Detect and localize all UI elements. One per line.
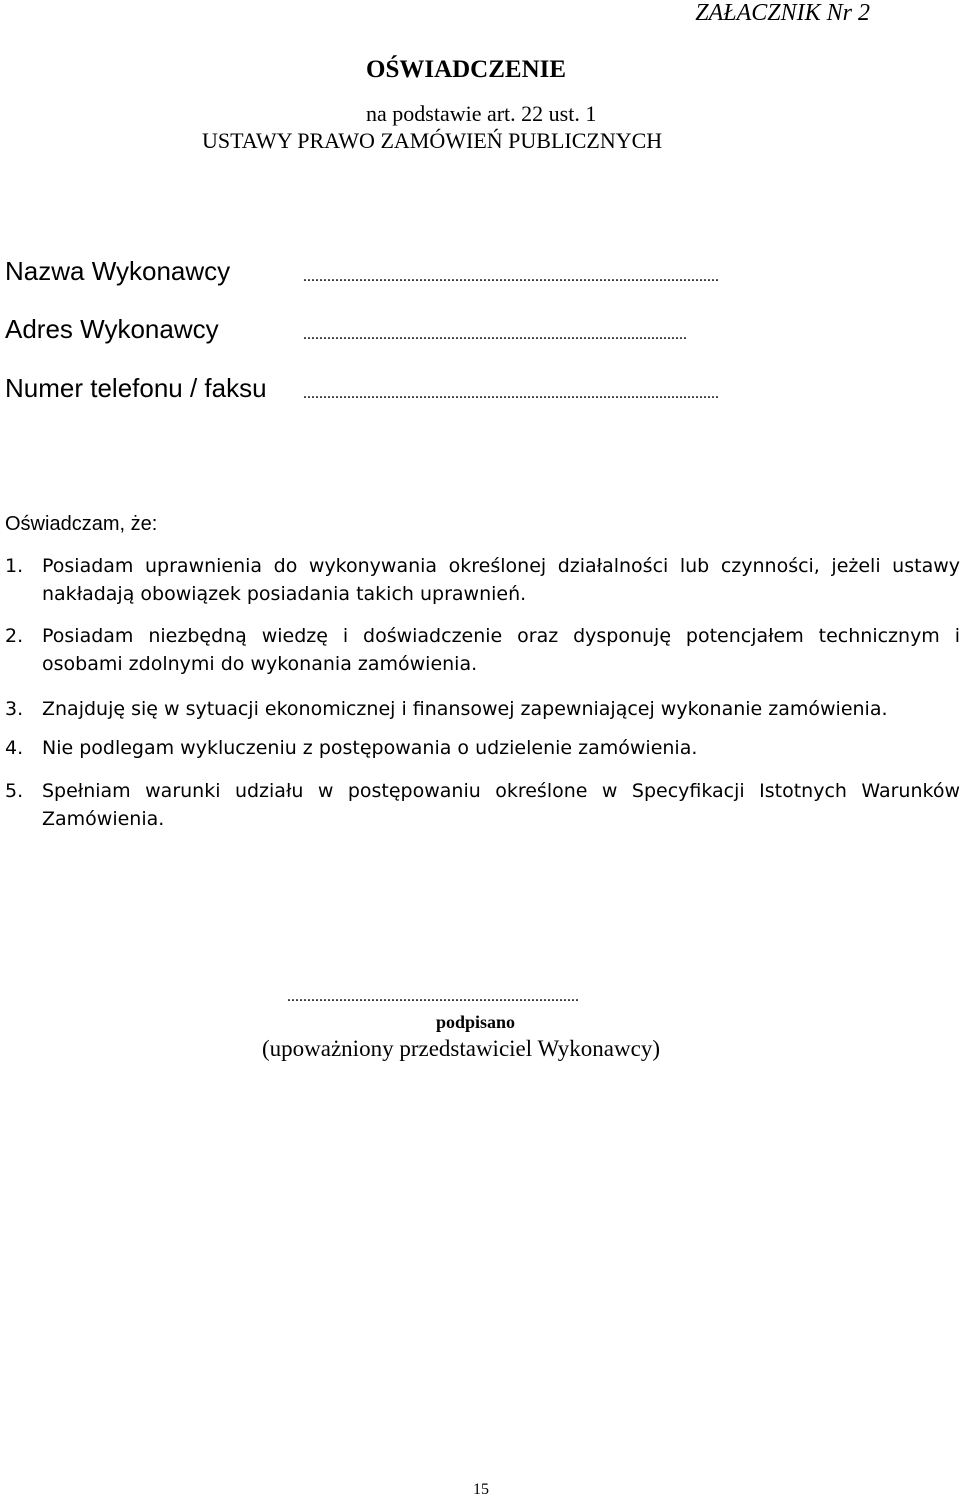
declaration-item-number: 5. [5, 780, 24, 802]
declaration-item [5, 777, 960, 833]
declaration-item [5, 622, 960, 678]
contractor-phone-fax-field[interactable]: ........................................................................................................ [303, 385, 719, 402]
declaration-item [5, 734, 960, 762]
contractor-name-field[interactable]: ........................................................................................................ [303, 268, 719, 285]
contractor-address-field[interactable]: ................................................................................................ [303, 326, 687, 343]
declaration-item-number: 3. [5, 698, 24, 720]
signature-line[interactable]: ......................................................................... [287, 988, 579, 1005]
declaration-item-text: Nie podlegam wykluczeniu z postępowania o udzielenie zamówienia. [42, 737, 698, 759]
declaration-item-number: 1. [5, 555, 24, 577]
declaration-item-text: Znajduję się w sytuacji ekonomicznej i finansowej zapewniającej wykonanie zamówienia. [42, 698, 888, 720]
declaration-item-number: 2. [5, 625, 24, 647]
declaration-item-text: Posiadam niezbędną wiedzę i doświadczenie oraz dysponuję potencjałem technicznym i osobami zdolnymi do wykonania zamówienia. [42, 625, 960, 675]
declaration-item [5, 552, 960, 608]
declaration-item-text: Posiadam uprawnienia do wykonywania określonej działalności lub czynności, jeżeli ustawy nakładają obowiązek posiadania takich uprawnień. [42, 555, 960, 605]
attachment-label: ZAŁACZNIK Nr 2 [695, 0, 870, 26]
contractor-address-label: Adres Wykonawcy [5, 314, 219, 344]
signature-label: podpisano [436, 1012, 516, 1032]
declaration-item [5, 695, 960, 723]
declaration-intro: Oświadczam, że: [5, 513, 158, 535]
page-number: 15 [473, 1481, 489, 1498]
declaration-item-number: 4. [5, 737, 24, 759]
contractor-phone-fax-label: Numer telefonu / faksu [5, 373, 267, 403]
signature-caption: (upoważniony przedstawiciel Wykonawcy) [262, 1036, 660, 1061]
document-title: OŚWIADCZENIE [366, 56, 567, 83]
document-subtitle-legal-basis: na podstawie art. 22 ust. 1 [366, 101, 597, 126]
contractor-name-label: Nazwa Wykonawcy [5, 256, 231, 286]
document-subtitle-law-name: USTAWY PRAWO ZAMÓWIEŃ PUBLICZNYCH [202, 128, 663, 153]
declaration-item-text: Spełniam warunki udziału w postępowaniu określone w Specyfikacji Istotnych Warunków Zamówienia. [42, 780, 960, 830]
